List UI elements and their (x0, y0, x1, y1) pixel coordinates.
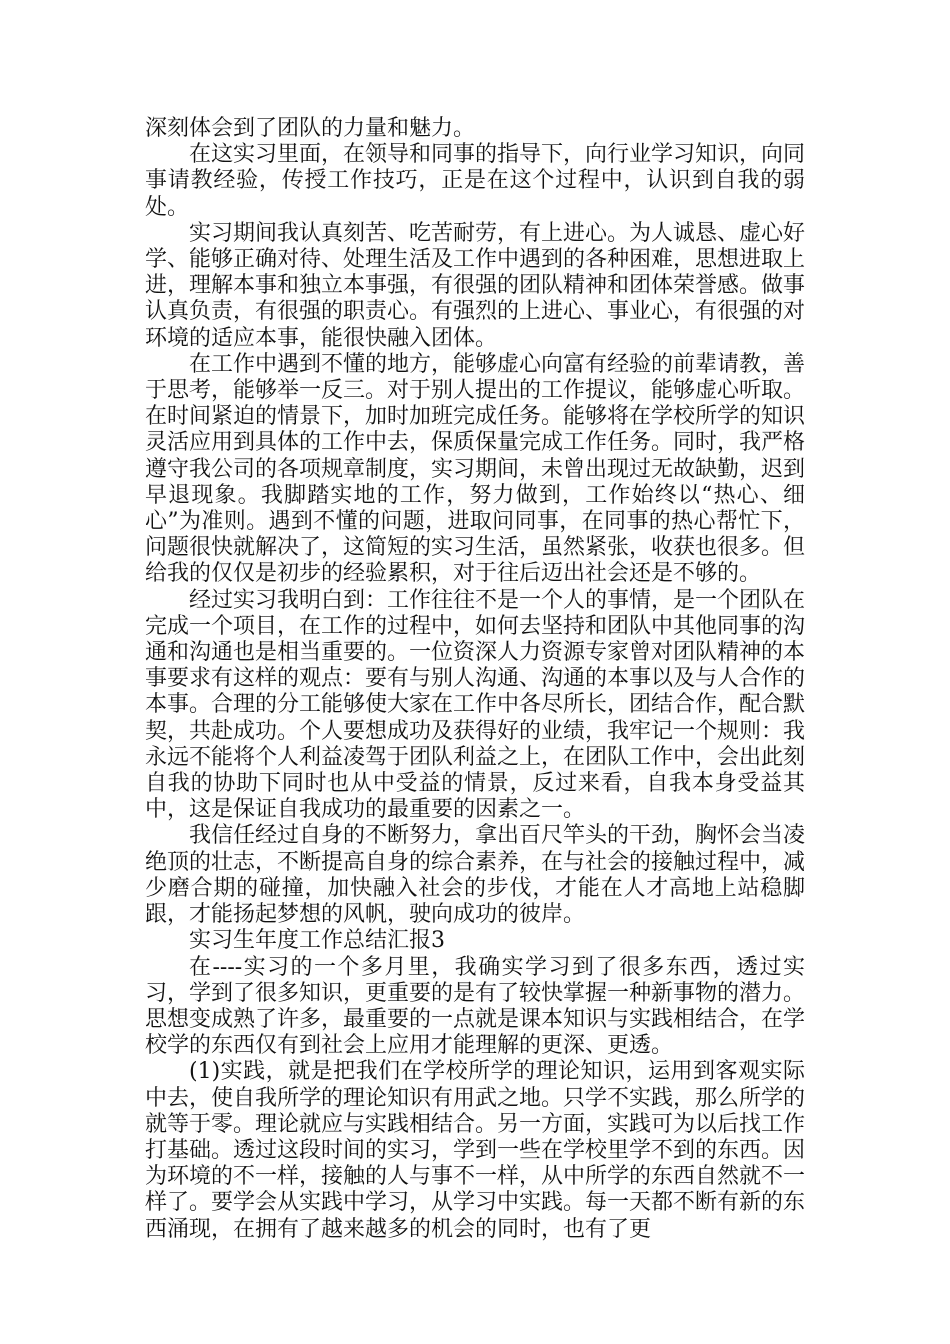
document-page (145, 116, 805, 1243)
paragraph-attitude: 实习期间我认真刻苦、吃苦耐劳，有上进心。为人诚恳、虚心好学、能够正确对待、处理生活及工作中遇到的各种困难，思想进取上进，理解本事和独立本事强，有很强的团队精神和团体荣誉感。做事认真负责，有很强的职责心。有强烈的上进心、事业心，有很强的对环境的适应本事，能很快融入团体。 (145, 220, 806, 351)
paragraph-teamwork: 经过实习我明白到：工作往往不是一个人的事情，是一个团队在完成一个项目，在工作的过程中，如何去坚持和团队中其他同事的沟通和沟通也是相当重要的。一位资深人力资源专家曾对团队精神的本事要求有这样的观点：要有与别人沟通、沟通的本事以及与人合作的本事。合理的分工能够使大家在工作中各尽所长，团结合作，配合默契，共赴成功。个人要想成功及获得好的业绩，我牢记一个规则：我永远不能将个人利益凌驾于团队利益之上，在团队工作中，会出此刻自我的协助下同时也从中受益的情景，反过来看，自我本身受益其中，这是保证自我成功的最重要的因素之一。 (145, 587, 806, 823)
paragraph-conclusion: 我信任经过自身的不断努力，拿出百尺竿头的干劲，胸怀会当凌绝顶的壮志，不断提高自身的综合素养，在与社会的接触过程中，减少磨合期的碰撞，加快融入社会的步伐，才能在人才高地上站稳脚跟，才能扬起梦想的风帆，驶向成功的彼岸。 (145, 823, 806, 928)
paragraph-practice: (1)实践，就是把我们在学校所学的理论知识，运用到客观实际中去，使自我所学的理论知识有用武之地。只学不实践，那么所学的就等于零。理论就应与实践相结合。另一方面，实践可为以后找工作打基础。透过这段时间的实习，学到一些在学校里学不到的东西。因为环境的不一样，接触的人与事不一样，从中所学的东西自然就不一样了。要学会从实践中学习，从学习中实践。每一天都不断有新的东西涌现，在拥有了越来越多的机会的同时，也有了更 (145, 1059, 806, 1242)
section-heading: 实习生年度工作总结汇报3 (189, 928, 445, 954)
paragraph-continuation: 深刻体会到了团队的力量和魅力。 (145, 116, 476, 141)
paragraph-report-intro: 在----实习的一个多月里，我确实学习到了很多东西，透过实习，学到了很多知识，更重要的是有了较快掌握一种新事物的潜力。思想变成熟了许多，最重要的一点就是课本知识与实践相结合，在学校学的东西仅有到社会上应用才能理解的更深、更透。 (145, 954, 806, 1059)
paragraph-learning: 在这实习里面，在领导和同事的指导下，向行业学习知识，向同事请教经验，传授工作技巧，正是在这个过程中，认识到自我的弱处。 (145, 142, 806, 220)
paragraph-work-problems: 在工作中遇到不懂的地方，能够虚心向富有经验的前辈请教，善于思考，能够举一反三。对于别人提出的工作提议，能够虚心听取。在时间紧迫的情景下，加时加班完成任务。能够将在学校所学的知识灵活应用到具体的工作中去，保质保量完成工作任务。同时，我严格遵守我公司的各项规章制度，实习期间，未曾出现过无故缺勤，迟到早退现象。我脚踏实地的工作，努力做到，工作始终以“热心、细心”为准则。遇到不懂的问题，进取问同事，在同事的热心帮忙下，问题很快就解决了，这简短的实习生活，虽然紧张，收获也很多。但给我的仅仅是初步的经验累积，对于往后迈出社会还是不够的。 (145, 351, 806, 587)
